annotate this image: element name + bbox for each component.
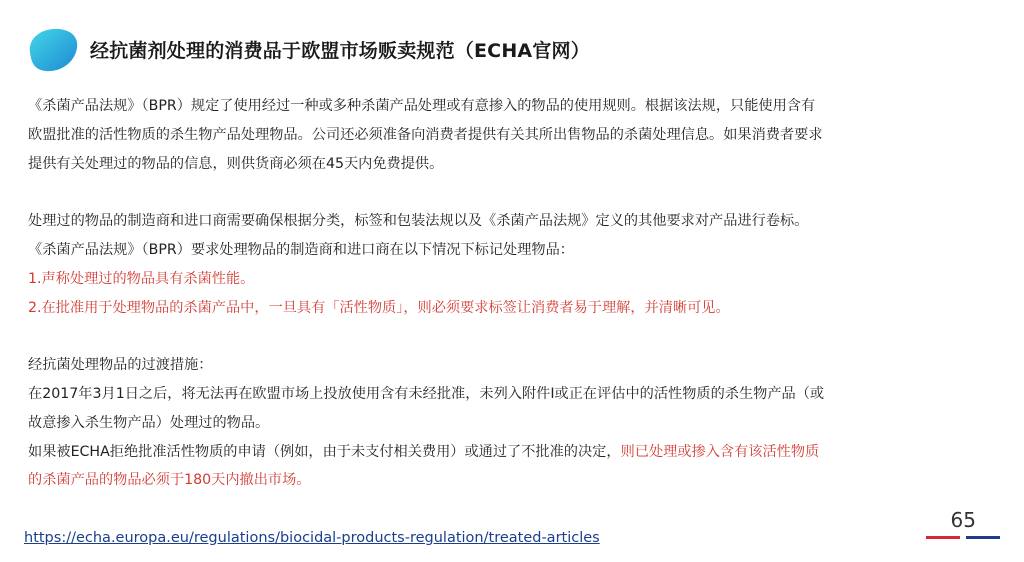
paragraph-2-line-1: 处理过的物品的制造商和进口商需要确保根据分类，标签和包装法规以及《杀菌产品法规》定义的其他要求对产品进行卷标。 bbox=[28, 213, 809, 230]
footer-bar-red-segment bbox=[926, 536, 960, 539]
transition-line-2: 故意掺入杀生物产品）处理过的物品。 bbox=[28, 414, 270, 431]
spacer bbox=[28, 322, 988, 351]
spacer bbox=[28, 178, 988, 207]
page-number: 65 bbox=[950, 508, 976, 532]
page-title: 经抗菌剂处理的消费品于欧盟市场贩卖规范（ECHA官网） bbox=[90, 40, 590, 62]
footer-accent-bar bbox=[926, 536, 1000, 539]
transition-line-1: 在2017年3月1日之后，将无法再在欧盟市场上投放使用含有未经批准，未列入附件I或正在评估中的活性物质的杀生物产品（或 bbox=[28, 385, 825, 402]
transition-line-3 bbox=[28, 438, 988, 467]
requirement-item-2: 2.在批准用于处理物品的杀菌产品中，一旦具有「活性物质」，则必须要求标签让消费者易于理解，并清晰可见。 bbox=[28, 299, 730, 316]
requirement-item-1: 1.声称处理过的物品具有杀菌性能。 bbox=[28, 270, 255, 287]
transition-line-3-highlight: 则已处理或掺入含有该活性物质 bbox=[620, 443, 820, 460]
main-content bbox=[28, 92, 988, 495]
footer-bar-blue-segment bbox=[966, 536, 1000, 539]
paragraph-1-line-3: 提供有关处理过的物品的信息，则供货商必须在45天内免费提供。 bbox=[28, 155, 444, 172]
source-link[interactable]: https://echa.europa.eu/regulations/biocidal-products-regulation/treated-articles bbox=[24, 530, 600, 546]
paragraph-1-line-1: 《杀菌产品法规》（BPR）规定了使用经过一种或多种杀菌产品处理或有意掺入的物品的使用规则。根据该法规，只能使用含有 bbox=[28, 98, 816, 114]
logo-blob-icon bbox=[24, 26, 82, 74]
paragraph-2-line-2: 《杀菌产品法规》（BPR）要求处理物品的制造商和进口商在以下情况下标记处理物品： bbox=[28, 241, 574, 258]
paragraph-1-line-2: 欧盟批准的活性物质的杀生物产品处理物品。公司还必须准备向消费者提供有关其所出售物品的杀菌处理信息。如果消费者要求 bbox=[28, 126, 823, 143]
transition-line-4-highlight: 的杀菌产品的物品必须于180天内撤出市场。 bbox=[28, 472, 311, 489]
transition-heading: 经抗菌处理物品的过渡措施： bbox=[28, 357, 213, 374]
transition-line-3-normal: 如果被ECHA拒绝批准活性物质的申请（例如，由于未支付相关费用）或通过了不批准的决定， bbox=[28, 443, 621, 460]
